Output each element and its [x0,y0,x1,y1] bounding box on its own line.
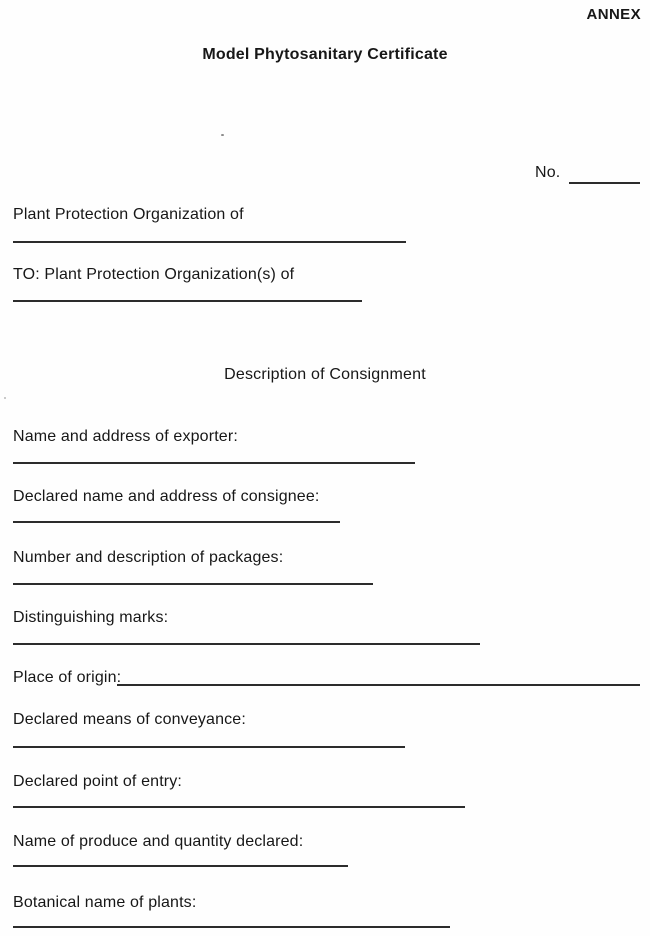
consignee-label: Declared name and address of consignee: [13,488,320,505]
distinguishing-marks-label: Distinguishing marks: [13,609,169,626]
from-organization-blank-line [13,241,406,243]
packages-label: Number and description of packages: [13,549,284,566]
conveyance-label: Declared means of conveyance: [13,711,246,728]
botanical-name-blank-line [13,926,450,928]
section-title: Description of Consignment [224,366,426,383]
exporter-label: Name and address of exporter: [13,428,238,445]
packages-blank-line [13,583,373,585]
produce-quantity-label: Name of produce and quantity declared: [13,833,304,850]
place-of-origin-label: Place of origin: [13,669,122,686]
certificate-number-label: No. [535,164,561,181]
scan-artifact-dot [221,134,224,136]
page-title: Model Phytosanitary Certificate [202,46,448,63]
exporter-blank-line [13,462,415,464]
botanical-name-label: Botanical name of plants: [13,894,197,911]
annex-label: ANNEX [586,6,641,23]
conveyance-blank-line [13,746,405,748]
from-organization-label: Plant Protection Organization of [13,206,244,223]
produce-quantity-blank-line [13,865,348,867]
certificate-number-blank-line [569,182,640,184]
to-organization-label: TO: Plant Protection Organization(s) of [13,266,295,283]
scan-artifact-dot [4,397,6,399]
point-of-entry-blank-line [13,806,465,808]
consignee-blank-line [13,521,340,523]
place-of-origin-blank-line [117,684,640,686]
distinguishing-marks-blank-line [13,643,480,645]
point-of-entry-label: Declared point of entry: [13,773,183,790]
to-organization-blank-line [13,300,362,302]
